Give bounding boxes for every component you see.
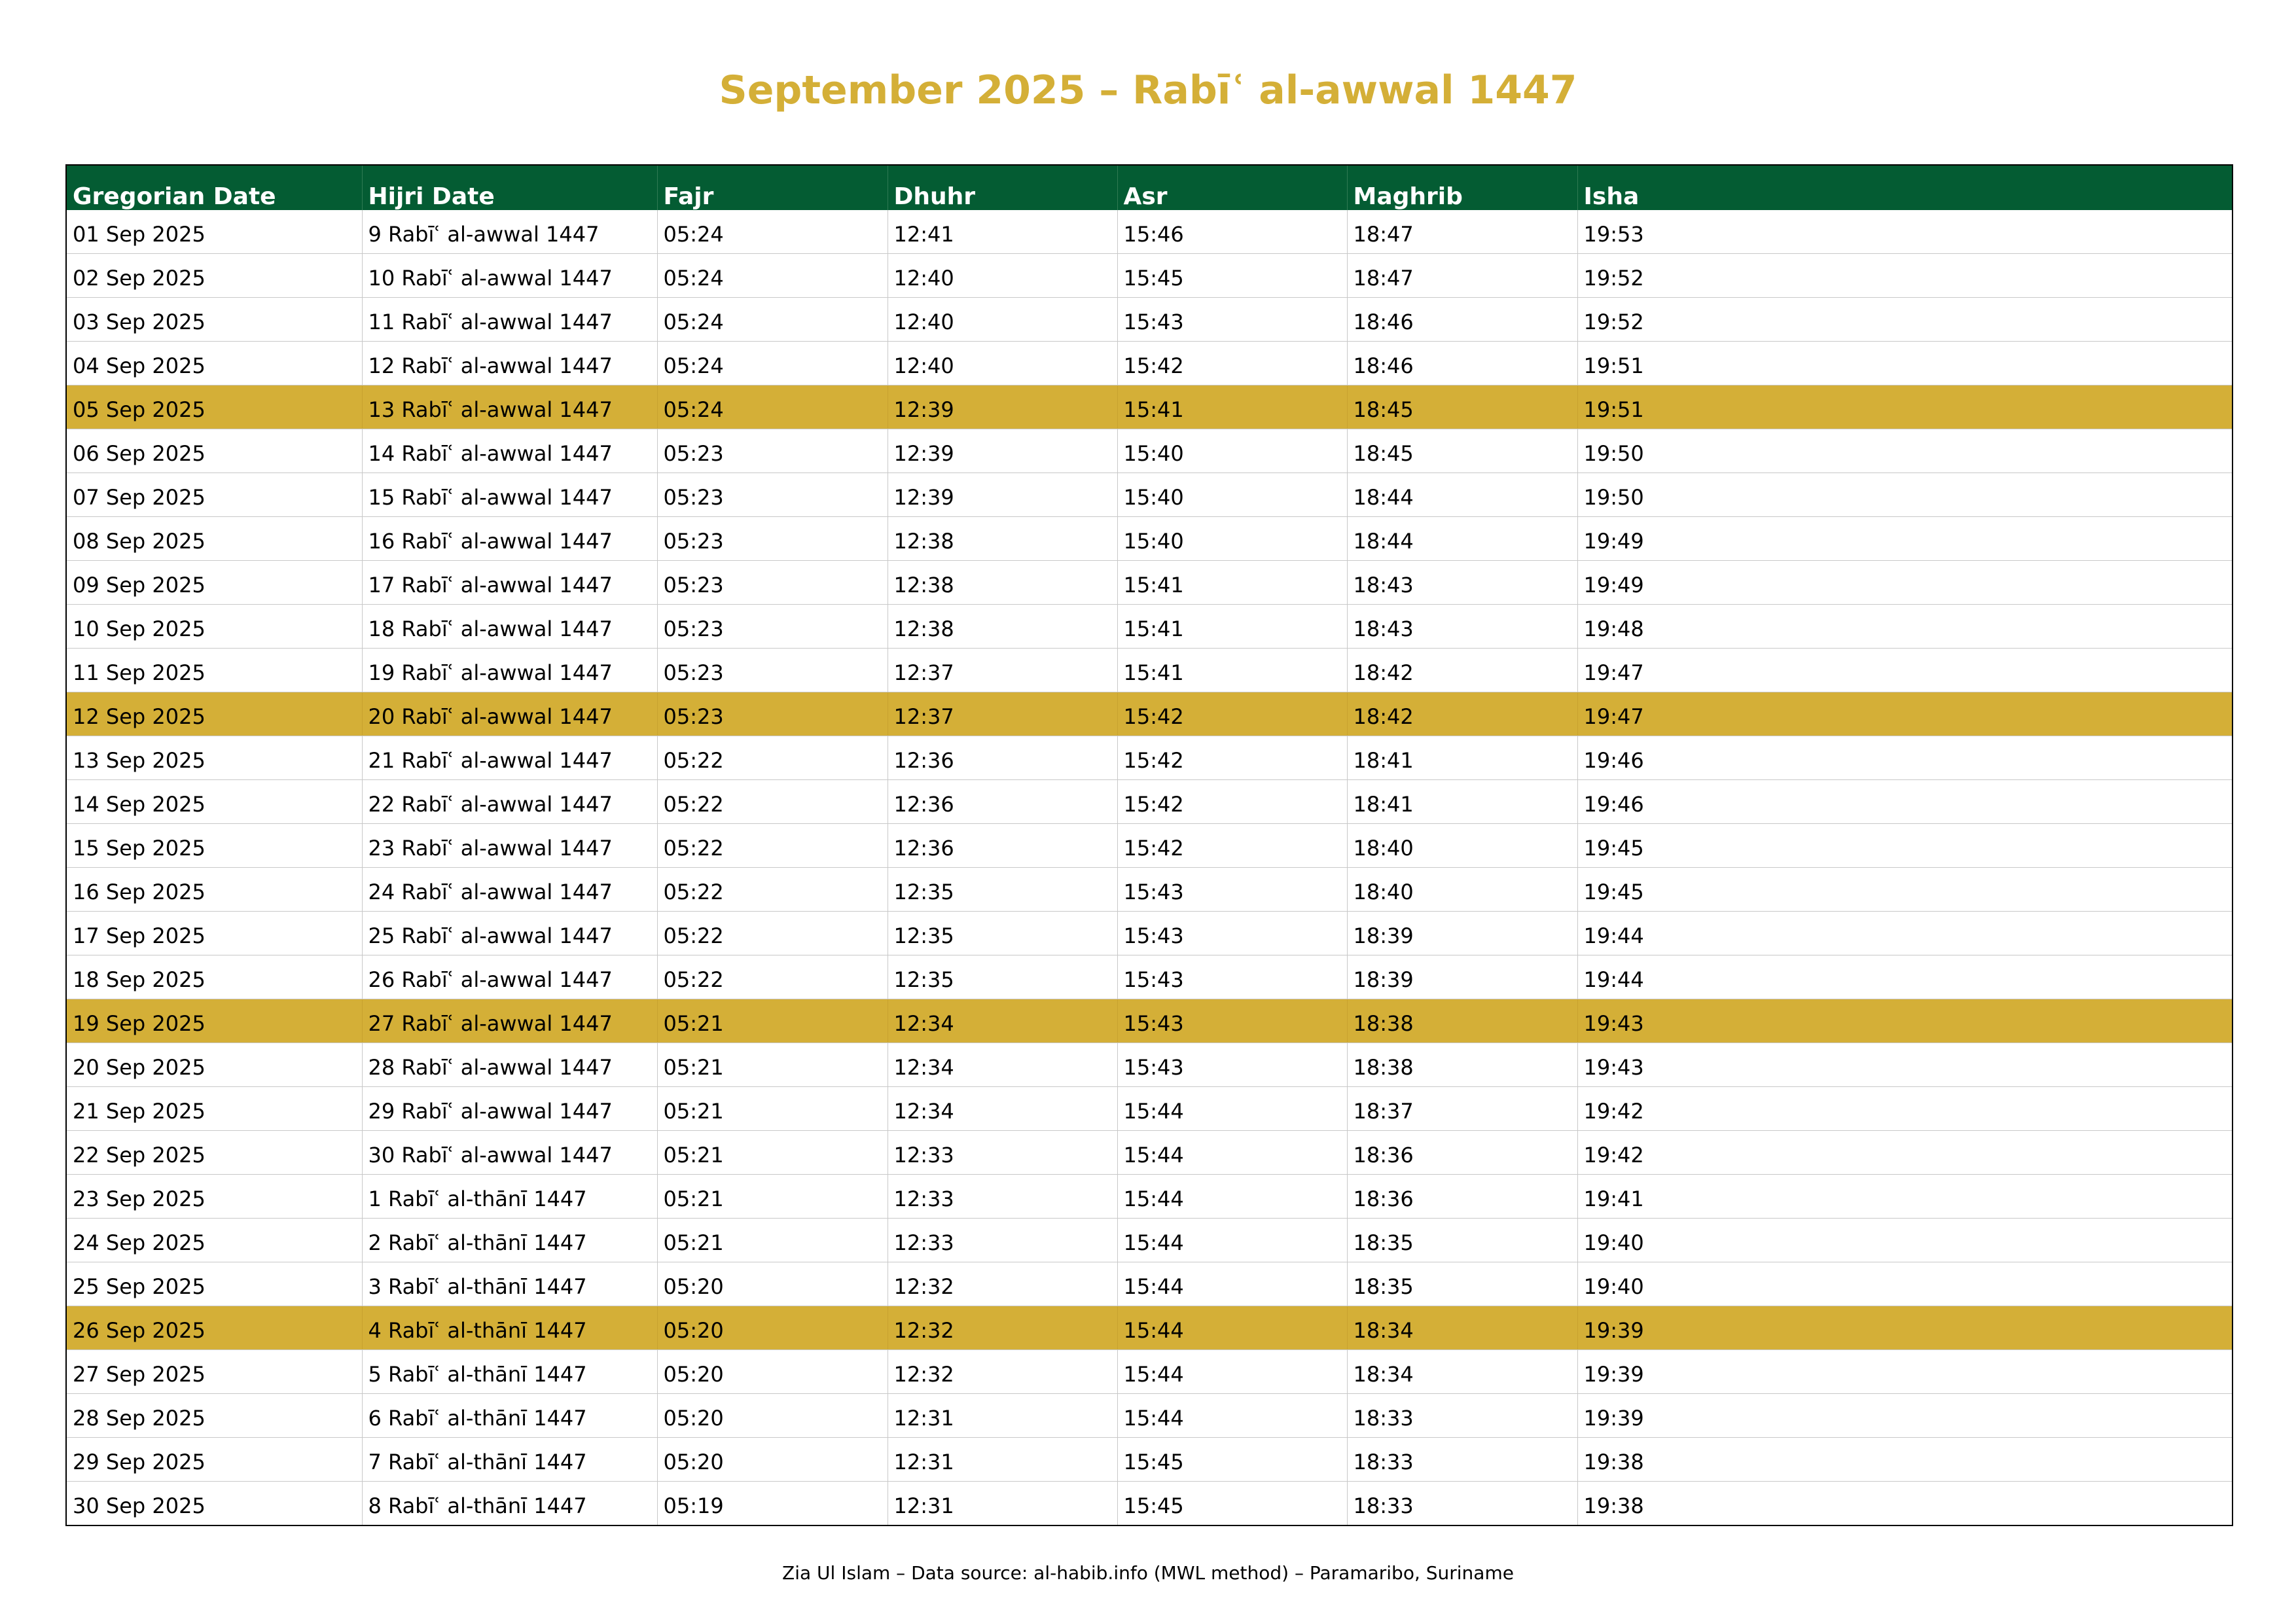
hijri-date-cell: 5 Rabīʿ al-thānī 1447	[362, 1350, 657, 1394]
fajr-time-cell: 05:23	[657, 429, 888, 473]
fajr-time-cell: 05:22	[657, 736, 888, 780]
maghrib-time-cell: 18:36	[1347, 1131, 1577, 1175]
asr-time-cell: 15:42	[1117, 342, 1347, 385]
table-row	[66, 298, 2233, 342]
dhuhr-time-cell: 12:40	[888, 298, 1117, 342]
isha-time-cell: 19:41	[1577, 1175, 2233, 1219]
gregorian-date-cell: 23 Sep 2025	[66, 1175, 362, 1219]
hijri-date-cell: 16 Rabīʿ al-awwal 1447	[362, 517, 657, 561]
table-body	[66, 210, 2233, 1525]
gregorian-date-cell: 24 Sep 2025	[66, 1219, 362, 1262]
table-row	[66, 1306, 2233, 1350]
maghrib-time-cell: 18:34	[1347, 1350, 1577, 1394]
maghrib-time-cell: 18:35	[1347, 1219, 1577, 1262]
fajr-time-cell: 05:24	[657, 254, 888, 298]
isha-time-cell: 19:51	[1577, 342, 2233, 385]
asr-time-cell: 15:45	[1117, 254, 1347, 298]
asr-time-cell: 15:44	[1117, 1175, 1347, 1219]
isha-time-cell: 19:50	[1577, 429, 2233, 473]
asr-time-cell: 15:43	[1117, 912, 1347, 955]
fajr-time-cell: 05:19	[657, 1482, 888, 1526]
gregorian-date-cell: 04 Sep 2025	[66, 342, 362, 385]
dhuhr-time-cell: 12:40	[888, 342, 1117, 385]
hijri-date-cell: 9 Rabīʿ al-awwal 1447	[362, 210, 657, 254]
maghrib-time-cell: 18:42	[1347, 692, 1577, 736]
isha-time-cell: 19:43	[1577, 999, 2233, 1043]
asr-time-cell: 15:41	[1117, 605, 1347, 649]
table-row	[66, 1394, 2233, 1438]
maghrib-time-cell: 18:35	[1347, 1262, 1577, 1306]
hijri-date-cell: 14 Rabīʿ al-awwal 1447	[362, 429, 657, 473]
hijri-date-cell: 21 Rabīʿ al-awwal 1447	[362, 736, 657, 780]
hijri-date-cell: 12 Rabīʿ al-awwal 1447	[362, 342, 657, 385]
dhuhr-time-cell: 12:39	[888, 429, 1117, 473]
hijri-date-cell: 17 Rabīʿ al-awwal 1447	[362, 561, 657, 605]
fajr-time-cell: 05:23	[657, 473, 888, 517]
fajr-time-cell: 05:21	[657, 1219, 888, 1262]
maghrib-time-cell: 18:46	[1347, 298, 1577, 342]
hijri-date-cell: 30 Rabīʿ al-awwal 1447	[362, 1131, 657, 1175]
isha-time-cell: 19:45	[1577, 824, 2233, 868]
dhuhr-time-cell: 12:34	[888, 1043, 1117, 1087]
maghrib-time-cell: 18:45	[1347, 385, 1577, 429]
isha-time-cell: 19:46	[1577, 780, 2233, 824]
hijri-date-cell: 4 Rabīʿ al-thānī 1447	[362, 1306, 657, 1350]
fajr-time-cell: 05:20	[657, 1306, 888, 1350]
asr-time-cell: 15:40	[1117, 473, 1347, 517]
column-header-hijri-date: Hijri Date	[362, 165, 657, 210]
gregorian-date-cell: 20 Sep 2025	[66, 1043, 362, 1087]
table-row	[66, 1131, 2233, 1175]
gregorian-date-cell: 17 Sep 2025	[66, 912, 362, 955]
table-row	[66, 824, 2233, 868]
fajr-time-cell: 05:21	[657, 999, 888, 1043]
fajr-time-cell: 05:23	[657, 649, 888, 692]
gregorian-date-cell: 19 Sep 2025	[66, 999, 362, 1043]
table-row	[66, 342, 2233, 385]
asr-time-cell: 15:44	[1117, 1131, 1347, 1175]
maghrib-time-cell: 18:33	[1347, 1438, 1577, 1482]
maghrib-time-cell: 18:40	[1347, 824, 1577, 868]
table-row	[66, 736, 2233, 780]
isha-time-cell: 19:49	[1577, 517, 2233, 561]
fajr-time-cell: 05:22	[657, 955, 888, 999]
maghrib-time-cell: 18:41	[1347, 736, 1577, 780]
dhuhr-time-cell: 12:31	[888, 1394, 1117, 1438]
table-row	[66, 1087, 2233, 1131]
isha-time-cell: 19:52	[1577, 254, 2233, 298]
asr-time-cell: 15:43	[1117, 868, 1347, 912]
hijri-date-cell: 6 Rabīʿ al-thānī 1447	[362, 1394, 657, 1438]
maghrib-time-cell: 18:37	[1347, 1087, 1577, 1131]
maghrib-time-cell: 18:34	[1347, 1306, 1577, 1350]
asr-time-cell: 15:43	[1117, 955, 1347, 999]
asr-time-cell: 15:44	[1117, 1219, 1347, 1262]
gregorian-date-cell: 02 Sep 2025	[66, 254, 362, 298]
maghrib-time-cell: 18:41	[1347, 780, 1577, 824]
dhuhr-time-cell: 12:41	[888, 210, 1117, 254]
table-row	[66, 649, 2233, 692]
table-row	[66, 385, 2233, 429]
isha-time-cell: 19:50	[1577, 473, 2233, 517]
table-row	[66, 473, 2233, 517]
dhuhr-time-cell: 12:40	[888, 254, 1117, 298]
asr-time-cell: 15:41	[1117, 385, 1347, 429]
table-row	[66, 210, 2233, 254]
fajr-time-cell: 05:20	[657, 1262, 888, 1306]
asr-time-cell: 15:41	[1117, 561, 1347, 605]
dhuhr-time-cell: 12:36	[888, 736, 1117, 780]
hijri-date-cell: 25 Rabīʿ al-awwal 1447	[362, 912, 657, 955]
table-row	[66, 1175, 2233, 1219]
gregorian-date-cell: 10 Sep 2025	[66, 605, 362, 649]
gregorian-date-cell: 18 Sep 2025	[66, 955, 362, 999]
dhuhr-time-cell: 12:34	[888, 1087, 1117, 1131]
dhuhr-time-cell: 12:39	[888, 385, 1117, 429]
isha-time-cell: 19:39	[1577, 1394, 2233, 1438]
table-row	[66, 780, 2233, 824]
table-row	[66, 1438, 2233, 1482]
dhuhr-time-cell: 12:34	[888, 999, 1117, 1043]
maghrib-time-cell: 18:33	[1347, 1394, 1577, 1438]
hijri-date-cell: 7 Rabīʿ al-thānī 1447	[362, 1438, 657, 1482]
gregorian-date-cell: 14 Sep 2025	[66, 780, 362, 824]
fajr-time-cell: 05:22	[657, 824, 888, 868]
gregorian-date-cell: 30 Sep 2025	[66, 1482, 362, 1526]
fajr-time-cell: 05:21	[657, 1043, 888, 1087]
table-row	[66, 868, 2233, 912]
hijri-date-cell: 10 Rabīʿ al-awwal 1447	[362, 254, 657, 298]
fajr-time-cell: 05:21	[657, 1175, 888, 1219]
isha-time-cell: 19:42	[1577, 1087, 2233, 1131]
maghrib-time-cell: 18:38	[1347, 1043, 1577, 1087]
isha-time-cell: 19:39	[1577, 1350, 2233, 1394]
hijri-date-cell: 13 Rabīʿ al-awwal 1447	[362, 385, 657, 429]
gregorian-date-cell: 03 Sep 2025	[66, 298, 362, 342]
hijri-date-cell: 8 Rabīʿ al-thānī 1447	[362, 1482, 657, 1526]
fajr-time-cell: 05:20	[657, 1394, 888, 1438]
maghrib-time-cell: 18:44	[1347, 517, 1577, 561]
dhuhr-time-cell: 12:33	[888, 1219, 1117, 1262]
gregorian-date-cell: 12 Sep 2025	[66, 692, 362, 736]
fajr-time-cell: 05:21	[657, 1087, 888, 1131]
hijri-date-cell: 3 Rabīʿ al-thānī 1447	[362, 1262, 657, 1306]
table-row	[66, 1482, 2233, 1526]
column-header-dhuhr: Dhuhr	[888, 165, 1117, 210]
dhuhr-time-cell: 12:38	[888, 605, 1117, 649]
maghrib-time-cell: 18:36	[1347, 1175, 1577, 1219]
table-row	[66, 1350, 2233, 1394]
hijri-date-cell: 28 Rabīʿ al-awwal 1447	[362, 1043, 657, 1087]
table-row	[66, 1219, 2233, 1262]
asr-time-cell: 15:43	[1117, 298, 1347, 342]
table-row	[66, 1043, 2233, 1087]
maghrib-time-cell: 18:39	[1347, 912, 1577, 955]
maghrib-time-cell: 18:47	[1347, 254, 1577, 298]
isha-time-cell: 19:46	[1577, 736, 2233, 780]
dhuhr-time-cell: 12:38	[888, 517, 1117, 561]
hijri-date-cell: 2 Rabīʿ al-thānī 1447	[362, 1219, 657, 1262]
fajr-time-cell: 05:23	[657, 605, 888, 649]
hijri-date-cell: 27 Rabīʿ al-awwal 1447	[362, 999, 657, 1043]
isha-time-cell: 19:51	[1577, 385, 2233, 429]
isha-time-cell: 19:49	[1577, 561, 2233, 605]
asr-time-cell: 15:44	[1117, 1350, 1347, 1394]
gregorian-date-cell: 26 Sep 2025	[66, 1306, 362, 1350]
gregorian-date-cell: 09 Sep 2025	[66, 561, 362, 605]
table-row	[66, 517, 2233, 561]
isha-time-cell: 19:45	[1577, 868, 2233, 912]
isha-time-cell: 19:40	[1577, 1262, 2233, 1306]
dhuhr-time-cell: 12:33	[888, 1131, 1117, 1175]
fajr-time-cell: 05:23	[657, 692, 888, 736]
isha-time-cell: 19:52	[1577, 298, 2233, 342]
asr-time-cell: 15:46	[1117, 210, 1347, 254]
fajr-time-cell: 05:24	[657, 298, 888, 342]
asr-time-cell: 15:41	[1117, 649, 1347, 692]
gregorian-date-cell: 25 Sep 2025	[66, 1262, 362, 1306]
fajr-time-cell: 05:24	[657, 342, 888, 385]
asr-time-cell: 15:42	[1117, 692, 1347, 736]
isha-time-cell: 19:38	[1583, 1493, 1644, 1518]
hijri-date-cell: 22 Rabīʿ al-awwal 1447	[362, 780, 657, 824]
asr-time-cell: 15:44	[1117, 1262, 1347, 1306]
gregorian-date-cell: 28 Sep 2025	[66, 1394, 362, 1438]
gregorian-date-cell: 05 Sep 2025	[66, 385, 362, 429]
maghrib-time-cell: 18:38	[1347, 999, 1577, 1043]
dhuhr-time-cell: 12:35	[888, 955, 1117, 999]
asr-time-cell: 15:42	[1117, 780, 1347, 824]
asr-time-cell: 15:44	[1117, 1087, 1347, 1131]
asr-time-cell: 15:40	[1117, 429, 1347, 473]
prayer-timetable	[65, 164, 2233, 1526]
hijri-date-cell: 24 Rabīʿ al-awwal 1447	[362, 868, 657, 912]
asr-time-cell: 15:44	[1117, 1394, 1347, 1438]
isha-time-cell: 19:39	[1577, 1306, 2233, 1350]
table-header-row	[66, 165, 2233, 210]
fajr-time-cell: 05:22	[657, 912, 888, 955]
fajr-time-cell: 05:23	[657, 517, 888, 561]
fajr-time-cell: 05:22	[657, 868, 888, 912]
maghrib-time-cell: 18:47	[1347, 210, 1577, 254]
asr-time-cell: 15:45	[1117, 1438, 1347, 1482]
table-row	[66, 561, 2233, 605]
isha-time-cell: 19:44	[1577, 912, 2233, 955]
gregorian-date-cell: 22 Sep 2025	[66, 1131, 362, 1175]
hijri-date-cell: 26 Rabīʿ al-awwal 1447	[362, 955, 657, 999]
maghrib-time-cell: 18:42	[1347, 649, 1577, 692]
dhuhr-time-cell: 12:37	[888, 692, 1117, 736]
gregorian-date-cell: 27 Sep 2025	[66, 1350, 362, 1394]
table-row	[66, 605, 2233, 649]
dhuhr-time-cell: 12:38	[888, 561, 1117, 605]
table-row	[66, 955, 2233, 999]
isha-time-cell: 19:38	[1577, 1438, 2233, 1482]
isha-time-cell: 19:43	[1577, 1043, 2233, 1087]
dhuhr-time-cell: 12:32	[888, 1262, 1117, 1306]
hijri-date-cell: 15 Rabīʿ al-awwal 1447	[362, 473, 657, 517]
gregorian-date-cell: 08 Sep 2025	[66, 517, 362, 561]
maghrib-time-cell: 18:40	[1347, 868, 1577, 912]
isha-time-cell: 19:42	[1577, 1131, 2233, 1175]
table-row	[66, 912, 2233, 955]
column-header-isha: Isha	[1577, 165, 2233, 210]
fajr-time-cell: 05:21	[657, 1131, 888, 1175]
maghrib-time-cell: 18:33	[1347, 1482, 1577, 1526]
maghrib-time-cell: 18:44	[1347, 473, 1577, 517]
hijri-date-cell: 20 Rabīʿ al-awwal 1447	[362, 692, 657, 736]
column-header-asr: Asr	[1117, 165, 1347, 210]
hijri-date-cell: 11 Rabīʿ al-awwal 1447	[362, 298, 657, 342]
dhuhr-time-cell: 12:35	[888, 868, 1117, 912]
dhuhr-time-cell: 12:35	[888, 912, 1117, 955]
dhuhr-time-cell: 12:37	[888, 649, 1117, 692]
column-header-maghrib: Maghrib	[1347, 165, 1577, 210]
maghrib-time-cell: 18:45	[1347, 429, 1577, 473]
isha-time-cell: 19:48	[1577, 605, 2233, 649]
gregorian-date-cell: 13 Sep 2025	[66, 736, 362, 780]
isha-time-cell: 19:53	[1577, 210, 2233, 254]
hijri-date-cell: 19 Rabīʿ al-awwal 1447	[362, 649, 657, 692]
table-row	[66, 254, 2233, 298]
fajr-time-cell: 05:22	[657, 780, 888, 824]
isha-time-cell: 19:47	[1577, 692, 2233, 736]
asr-time-cell: 15:44	[1117, 1306, 1347, 1350]
asr-time-cell: 15:45	[1117, 1482, 1347, 1526]
dhuhr-time-cell: 12:39	[888, 473, 1117, 517]
gregorian-date-cell: 01 Sep 2025	[66, 210, 362, 254]
asr-time-cell: 15:43	[1117, 1043, 1347, 1087]
gregorian-date-cell: 29 Sep 2025	[66, 1438, 362, 1482]
gregorian-date-cell: 21 Sep 2025	[66, 1087, 362, 1131]
maghrib-time-cell: 18:39	[1347, 955, 1577, 999]
asr-time-cell: 15:43	[1117, 999, 1347, 1043]
dhuhr-time-cell: 12:31	[888, 1438, 1117, 1482]
maghrib-time-cell: 18:46	[1347, 342, 1577, 385]
fajr-time-cell: 05:24	[657, 210, 888, 254]
gregorian-date-cell: 11 Sep 2025	[66, 649, 362, 692]
table-row	[66, 429, 2233, 473]
gregorian-date-cell: 15 Sep 2025	[66, 824, 362, 868]
isha-time-cell: 19:47	[1577, 649, 2233, 692]
fajr-time-cell: 05:24	[657, 385, 888, 429]
asr-time-cell: 15:42	[1117, 736, 1347, 780]
page-title: September 2025 – Rabīʿ al-awwal 1447	[719, 67, 1577, 113]
asr-time-cell: 15:42	[1117, 824, 1347, 868]
gregorian-date-cell: 16 Sep 2025	[66, 868, 362, 912]
table-row	[66, 999, 2233, 1043]
dhuhr-time-cell: 12:31	[888, 1482, 1117, 1526]
dhuhr-time-cell: 12:36	[888, 824, 1117, 868]
gregorian-date-cell: 06 Sep 2025	[66, 429, 362, 473]
column-header-gregorian-date: Gregorian Date	[66, 165, 362, 210]
column-header-fajr: Fajr	[657, 165, 888, 210]
footer-source-note: Zia Ul Islam – Data source: al-habib.info (MWL method) – Paramaribo, Suriname	[782, 1562, 1514, 1584]
maghrib-time-cell: 18:43	[1347, 605, 1577, 649]
fajr-time-cell: 05:20	[657, 1350, 888, 1394]
maghrib-time-cell: 18:43	[1347, 561, 1577, 605]
dhuhr-time-cell: 12:32	[888, 1350, 1117, 1394]
fajr-time-cell: 05:20	[657, 1438, 888, 1482]
hijri-date-cell: 23 Rabīʿ al-awwal 1447	[362, 824, 657, 868]
dhuhr-time-cell: 12:32	[888, 1306, 1117, 1350]
dhuhr-time-cell: 12:36	[888, 780, 1117, 824]
hijri-date-cell: 18 Rabīʿ al-awwal 1447	[362, 605, 657, 649]
isha-time-cell: 19:44	[1577, 955, 2233, 999]
isha-time-cell: 19:40	[1577, 1219, 2233, 1262]
table-row	[66, 692, 2233, 736]
hijri-date-cell: 29 Rabīʿ al-awwal 1447	[362, 1087, 657, 1131]
dhuhr-time-cell: 12:33	[888, 1175, 1117, 1219]
table-row	[66, 1262, 2233, 1306]
fajr-time-cell: 05:23	[657, 561, 888, 605]
asr-time-cell: 15:40	[1117, 517, 1347, 561]
hijri-date-cell: 1 Rabīʿ al-thānī 1447	[362, 1175, 657, 1219]
gregorian-date-cell: 07 Sep 2025	[66, 473, 362, 517]
